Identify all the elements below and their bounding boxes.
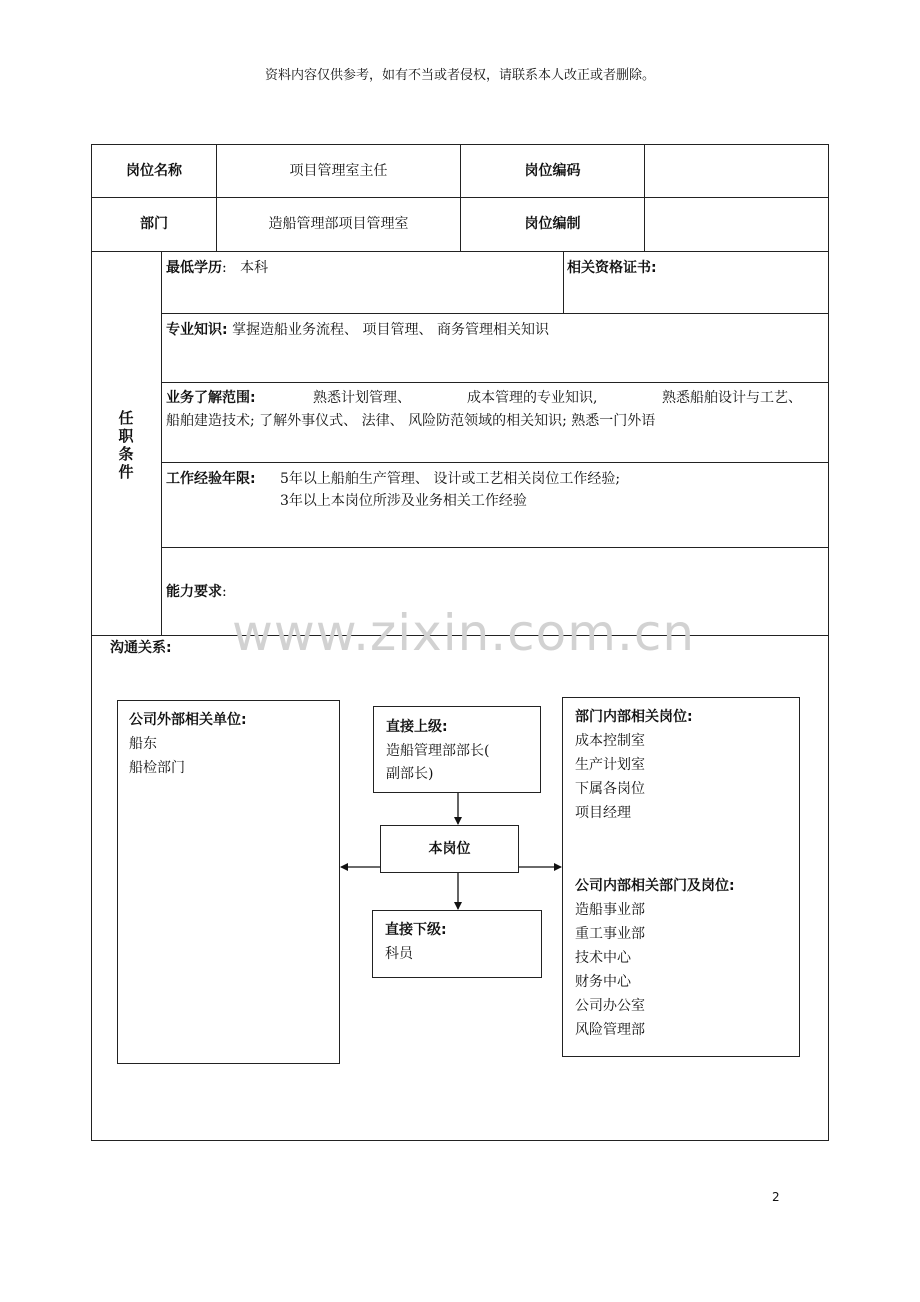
direct-superior-title: 直接上级: xyxy=(386,719,448,735)
business-item-3: 熟悉船舶设计与工艺、 xyxy=(662,390,802,406)
business-item-1: 熟悉计划管理、 xyxy=(313,390,411,406)
external-units-title: 公司外部相关单位: xyxy=(129,712,247,728)
education-value: 本科 xyxy=(240,260,269,276)
knowledge-label: 专业知识: xyxy=(166,322,228,338)
certificate-label: 相关资格证书: xyxy=(567,260,657,276)
external-units-box xyxy=(117,700,340,1064)
dept-internal-item: 项目经理 xyxy=(575,805,631,821)
education-label: 最低学历 xyxy=(166,260,222,276)
communication-title: 沟通关系: xyxy=(110,640,172,656)
ability-sep: : xyxy=(222,584,227,600)
knowledge-value: 掌握造船业务流程、 项目管理、 商务管理相关知识 xyxy=(232,322,549,338)
qualifications-side-label: 任 职 条 件 xyxy=(118,409,134,481)
experience-label: 工作经验年限: xyxy=(166,471,256,487)
business-line-2: 船舶建造技术; 了解外事仪式、 法律、 风险防范领域的相关知识; 熟悉一门外语 xyxy=(166,413,656,429)
education-row xyxy=(166,256,268,280)
company-internal-item: 风险管理部 xyxy=(575,1022,645,1038)
page-number: 2 xyxy=(772,1190,780,1204)
dept-internal-item: 生产计划室 xyxy=(575,757,645,773)
dept-internal-item: 下属各岗位 xyxy=(575,781,645,797)
department-label: 部门 xyxy=(140,216,168,232)
experience-line-2: 3年以上本岗位所涉及业务相关工作经验 xyxy=(280,493,527,509)
direct-superior-line: 造船管理部部长( xyxy=(386,743,490,759)
ability-row xyxy=(166,580,227,604)
company-internal-item: 造船事业部 xyxy=(575,902,645,918)
internal-positions-box xyxy=(562,697,800,1057)
watermark: www.zixin.com.cn xyxy=(232,604,696,662)
business-item-2: 成本管理的专业知识, xyxy=(467,390,598,406)
direct-superior-box xyxy=(373,706,541,793)
external-unit-item: 船检部门 xyxy=(129,760,185,776)
dept-internal-item: 成本控制室 xyxy=(575,733,645,749)
company-internal-title: 公司内部相关部门及岗位: xyxy=(575,878,735,894)
company-internal-item: 公司办公室 xyxy=(575,998,645,1014)
position-name-value: 项目管理室主任 xyxy=(289,163,388,179)
education-sep: : xyxy=(222,260,227,276)
position-name-label: 岗位名称 xyxy=(126,163,182,179)
experience-line-1: 5年以上船舶生产管理、 设计或工艺相关岗位工作经验; xyxy=(280,471,621,487)
company-internal-item: 财务中心 xyxy=(575,974,631,990)
position-code-label: 岗位编码 xyxy=(524,163,581,179)
business-label: 业务了解范围: xyxy=(166,390,256,406)
direct-subordinate-title: 直接下级: xyxy=(385,922,447,938)
this-position-box xyxy=(380,825,519,873)
direct-subordinate-box xyxy=(372,910,542,978)
ability-label: 能力要求 xyxy=(166,584,222,600)
company-internal-item: 技术中心 xyxy=(575,950,631,966)
direct-subordinate-item: 科员 xyxy=(385,946,413,962)
this-position-label: 本岗位 xyxy=(428,841,471,857)
header-note: 资料内容仅供参考，如有不当或者侵权，请联系本人改正或者删除。 xyxy=(264,68,655,83)
external-unit-item: 船东 xyxy=(129,736,157,752)
headcount-label: 岗位编制 xyxy=(524,216,581,232)
direct-superior-line: 副部长) xyxy=(386,766,434,782)
knowledge-row xyxy=(166,318,549,342)
company-internal-item: 重工事业部 xyxy=(575,926,645,942)
dept-internal-title: 部门内部相关岗位: xyxy=(575,709,693,725)
department-value: 造船管理部项目管理室 xyxy=(268,216,409,232)
